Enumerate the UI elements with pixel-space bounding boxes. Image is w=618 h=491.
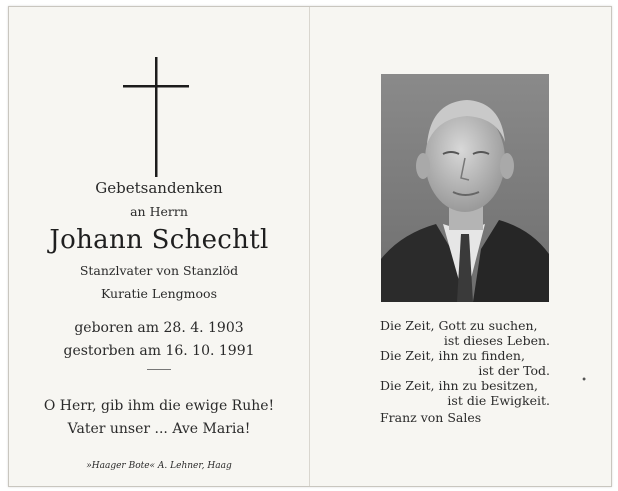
- death-date-line: gestorben am 16. 10. 1991: [63, 343, 255, 359]
- prayer-line-1: O Herr, gib ihm die ewige Ruhe!: [43, 398, 275, 414]
- verse-line-3: Die Zeit, ihn zu finden,: [380, 348, 525, 363]
- verse-line-1: Die Zeit, Gott zu suchen,: [380, 318, 538, 333]
- dedication-line: an Herrn: [130, 204, 188, 219]
- verse-line-4: ist der Tod.: [478, 363, 550, 378]
- separator-dash: [147, 369, 171, 370]
- printer-credit: »Haager Bote« A. Lehner, Haag: [86, 461, 232, 471]
- parish-name: Kuratie Lengmoos: [100, 286, 217, 301]
- deceased-name: Johann Schechtl: [49, 225, 269, 255]
- verse-line-5: Die Zeit, ihn zu besitzen,: [380, 378, 538, 393]
- verse-line-2: ist dieses Leben.: [443, 333, 550, 348]
- card-heading: Gebetsandenken: [95, 179, 223, 197]
- right-panel: [310, 7, 611, 486]
- deceased-role: Stanzlvater von Stanzlöd: [79, 263, 239, 278]
- portrait-photo: [381, 74, 549, 302]
- prayer-card: [8, 6, 612, 487]
- left-panel: [9, 7, 309, 486]
- verse-line-6: ist die Ewigkeit.: [447, 393, 550, 408]
- cross-icon: [119, 57, 199, 177]
- margin-mark: •: [581, 375, 587, 386]
- verse-attribution: Franz von Sales: [380, 410, 482, 425]
- portrait-illustration: [381, 74, 549, 302]
- prayer-line-2: Vater unser ... Ave Maria!: [67, 421, 251, 437]
- birth-date-line: geboren am 28. 4. 1903: [74, 320, 244, 336]
